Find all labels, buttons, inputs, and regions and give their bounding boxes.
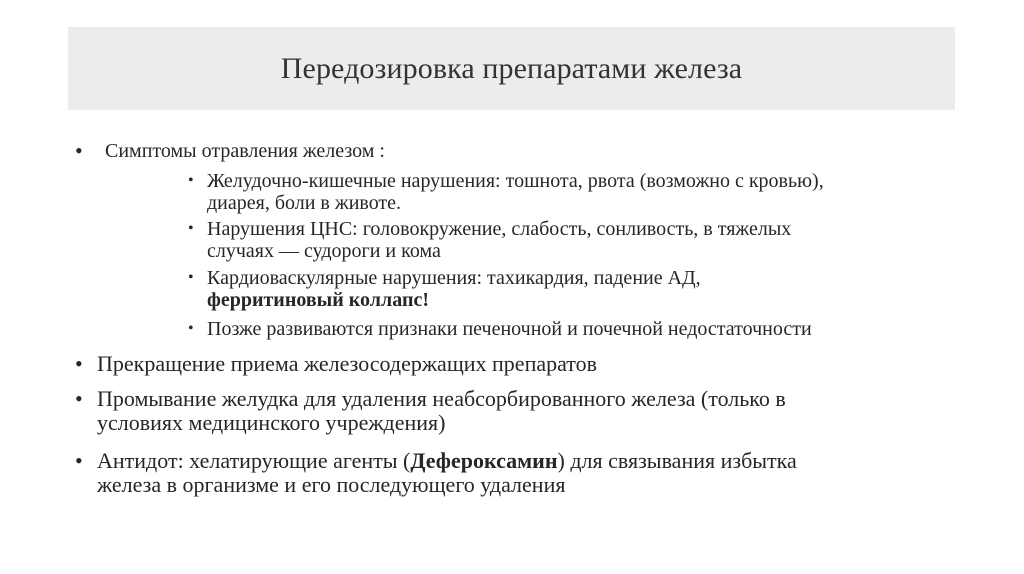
bullet-antidote-prefix: Антидот: хелатирующие агенты (	[97, 448, 411, 473]
bullet-marker: •	[75, 351, 83, 376]
bullet-lavage-text	[97, 387, 786, 435]
sub-bullet-marker: •	[188, 172, 194, 189]
sub-bullet-gi-line1: Желудочно-кишечные нарушения: тошнота, рвота (возможно с кровью),	[207, 170, 824, 192]
bullet-marker: •	[75, 448, 83, 473]
bullet-symptoms	[75, 139, 385, 163]
sub-bullet-cardio	[188, 267, 701, 311]
bullet-antidote-text	[97, 449, 797, 497]
bullet-antidote-drug: Дефероксамин	[410, 448, 558, 473]
bullet-antidote	[75, 449, 797, 497]
sub-bullet-cardio-text	[207, 267, 701, 311]
sub-bullet-gi-text	[207, 170, 824, 214]
bullet-stop	[75, 352, 597, 376]
sub-bullet-marker: •	[188, 320, 194, 337]
sub-bullet-cns-line2: случаях — судороги и кома	[207, 240, 441, 262]
sub-bullet-cardio-line1: Кардиоваскулярные нарушения: тахикардия, падение АД,	[207, 267, 701, 289]
bullet-antidote-line2: железа в организме и его последующего удаления	[97, 472, 566, 497]
sub-bullet-marker: •	[188, 269, 194, 286]
sub-bullet-cns-line1: Нарушения ЦНС: головокружение, слабость, сонливость, в тяжелых	[207, 218, 792, 240]
sub-bullet-cns-text	[207, 218, 791, 262]
sub-bullet-cardio-line2-bold: ферритиновый коллапс!	[207, 289, 430, 311]
sub-bullet-cns	[188, 218, 791, 262]
bullet-lavage-line1: Промывание желудка для удаления неабсорбированного железа (только в	[97, 386, 786, 411]
bullet-lavage	[75, 387, 786, 435]
slide-title: Передозировка препаратами железа	[280, 51, 743, 85]
bullet-marker: •	[75, 386, 83, 411]
title-bar	[68, 27, 955, 110]
sub-bullet-liver-line1: Позже развиваются признаки печеночной и почечной недостаточности	[207, 318, 812, 340]
bullet-symptoms-text: Симптомы отравления железом :	[105, 140, 385, 162]
sub-bullet-liver	[188, 318, 812, 340]
bullet-antidote-suffix: ) для связывания избытка	[557, 448, 797, 473]
sub-bullet-gi-line2: диарея, боли в животе.	[207, 192, 402, 214]
bullet-marker: •	[75, 138, 83, 163]
bullet-lavage-line2: условиях медицинского учреждения)	[97, 410, 446, 435]
sub-bullet-gi	[188, 170, 824, 214]
bullet-stop-text: Прекращение приема железосодержащих препаратов	[97, 351, 598, 376]
sub-bullet-marker: •	[188, 220, 194, 237]
